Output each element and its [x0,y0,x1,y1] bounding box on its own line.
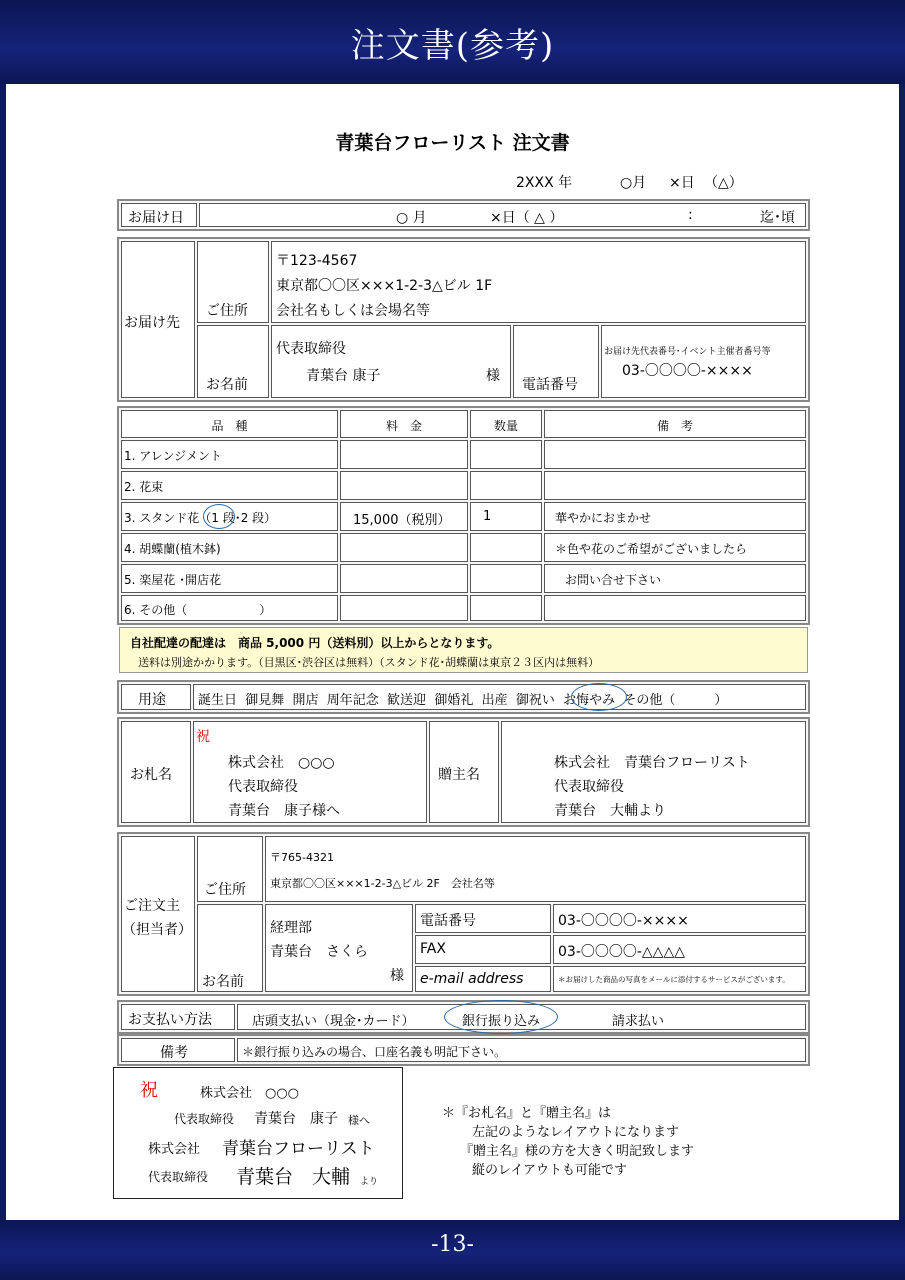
delivery-date-field[interactable] [199,203,806,227]
date-year: 2XXX 年 [516,175,573,191]
delivery-date-label: お届け日 [128,210,184,226]
recipient-label-cell [121,241,195,398]
sender-line-1: 株式会社 青葉台フローリスト [554,755,750,771]
bottom-banner [0,1220,905,1280]
recipient-phone-field[interactable] [601,325,806,398]
sample-card-line-1: 株式会社 ○○○ [200,1086,300,1101]
payment-label: お支払い方法 [128,1012,212,1028]
orderer-honorific: 様 [390,968,404,984]
item-row-6-price[interactable] [340,595,468,621]
sample-card-suffix-1: 様へ [348,1114,370,1127]
sample-card-company-name-2: 青葉台フローリスト [222,1139,375,1159]
recipient-title: 代表取締役 [276,341,346,357]
item-row-6-name: 6. その他（ ） [121,595,338,621]
item-row-2-qty[interactable] [470,471,542,500]
orderer-address-field[interactable] [265,836,806,902]
purpose-label-cell [121,684,191,710]
orderer-email-label: e-mail address [420,971,524,987]
orderer-postal: 〒765-4321 [270,851,334,864]
delivery-suffix: 迄･頃 [760,210,795,226]
form-title: 青葉台フローリスト 注文書 [335,132,570,154]
date-weekday: （△） [704,175,743,191]
delivery-colon: : [688,207,693,223]
recipient-address-field[interactable] [271,241,806,323]
item-row-3-qty[interactable]: 1 [470,502,542,531]
payment-option-bank: 銀行振り込み [462,1014,541,1029]
order-form-page [6,84,899,1220]
selected-purpose-oval [571,683,627,711]
remarks-label: 備考 [160,1045,188,1061]
orderer-block [117,832,810,996]
recipient-name-label-cell [197,325,269,398]
item-row-3-price[interactable]: 15,000（税別） [340,502,468,531]
item-row-4-note[interactable]: ＊色や花のご希望がございましたら [544,533,806,562]
sample-card-name-2: 青葉台 大輔 [236,1166,351,1188]
item-row-3-name: 3. スタンド花（1 段･2 段） [121,502,338,531]
sample-card-suffix-2: より [360,1177,379,1187]
footnote-line-3: 『贈主名』様の方を大きく明記致します [460,1144,695,1159]
recipient-label: お届け先 [124,315,180,331]
item-row-6-note[interactable] [544,595,806,621]
recipient-name: 青葉台 康子 [306,368,381,384]
delivery-date-label-cell [121,203,197,227]
delivery-day: ×日（ △ ） [490,210,564,226]
orderer-phone-label: 電話番号 [420,913,476,929]
purpose-row [117,680,810,714]
card-line-1: 株式会社 ○○○ [228,755,335,771]
recipient-name-field[interactable] [271,325,511,398]
card-line-2: 代表取締役 [228,779,298,795]
items-table [117,406,810,625]
delivery-date-row [117,199,810,231]
orderer-email-label-cell [415,966,551,992]
item-row-6-qty[interactable] [470,595,542,621]
orderer-fax-field[interactable] [553,935,806,964]
item-row-1-qty[interactable] [470,440,542,469]
item-row-1-name: 1. アレンジメント [121,440,338,469]
item-row-4-qty[interactable] [470,533,542,562]
purpose-options-text: 誕生日 御見舞 開店 周年記念 歓送迎 御婚礼 出産 御祝い お悔やみ その他（ ） [198,693,728,708]
items-header-qty: 数量 [470,410,542,438]
item-row-2-note[interactable] [544,471,806,500]
remarks-label-cell [121,1038,235,1062]
recipient-phone-label: 電話番号 [522,377,578,393]
orderer-label-cell [121,836,195,992]
recipient-phone: 03-〇〇〇〇-×××× [622,363,753,379]
orderer-phone: 03-〇〇〇〇-×××× [558,913,689,929]
orderer-email-field[interactable] [553,966,806,992]
payment-option-invoice: 請求払い [612,1014,665,1029]
delivery-notice-line2: 送料は別途かかります。（目黒区･渋谷区は無料）（スタンド花･胡蝶蘭は東京２３区内は無料） [138,656,600,669]
item-row-5-note[interactable]: お問い合せ下さい [544,564,806,593]
delivery-notice-line1: 自社配達の配達は 商品 5,000 円（送料別）以上からとなります。 [130,636,500,650]
orderer-address: 東京都〇〇区×××1-2-3△ビル 2F 会社名等 [270,877,495,890]
payment-option-store: 店頭支払い（現金･カード） [252,1014,415,1029]
payment-label-cell [121,1004,235,1030]
item-row-4-price[interactable] [340,533,468,562]
footnote-line-2: 左記のようなレイアウトになります [472,1125,679,1140]
date-day: ×日 [669,175,695,191]
items-header-type: 品 種 [121,410,338,438]
sender-label: 贈主名 [438,767,480,783]
remarks-row [117,1034,810,1066]
sample-card-title-2: 代表取締役 [148,1170,209,1184]
sample-card-title-1: 代表取締役 [174,1112,235,1126]
orderer-phone-label-cell [415,904,551,933]
remarks-field[interactable] [237,1038,806,1062]
orderer-label: ご注文主 [124,898,180,914]
recipient-address-label: ご住所 [206,303,248,319]
page-title: 注文書(参考) [350,26,555,66]
sender-name-field[interactable] [501,721,806,823]
remarks-text: ＊銀行振り込みの場合、口座名義も明記下さい。 [242,1045,507,1059]
purpose-options[interactable] [193,684,806,710]
orderer-name: 青葉台 さくら [270,944,368,960]
item-row-3-note[interactable]: 華やかにおまかせ [544,502,806,531]
sender-line-2: 代表取締役 [554,779,624,795]
recipient-address: 東京都〇〇区×××1-2-3△ビル 1F [276,278,493,294]
orderer-name-label-cell [197,904,263,992]
card-label: お札名 [130,767,172,783]
item-row-5-price[interactable] [340,564,468,593]
recipient-postal: 〒123-4567 [276,253,358,269]
items-header-note: 備 考 [544,410,806,438]
orderer-name-field[interactable] [265,904,413,992]
recipient-phone-label-cell [513,325,599,398]
delivery-month: ○ 月 [396,210,427,226]
recipient-phone-note: お届け先代表番号･イベント主催者番号等 [604,347,771,357]
recipient-block [117,237,810,402]
page-number: -13- [431,1232,474,1257]
card-line-3: 青葉台 康子様へ [228,803,340,819]
payment-row [117,1000,810,1034]
orderer-address-label: ご住所 [204,882,246,898]
item-row-2-name: 2. 花束 [121,471,338,500]
orderer-phone-field[interactable] [553,904,806,933]
card-name-field[interactable] [193,721,427,823]
item-row-2-price[interactable] [340,471,468,500]
orderer-fax-label-cell [415,935,551,964]
items-header-price: 料 金 [340,410,468,438]
sample-card-mark: 祝 [140,1080,158,1101]
card-label-cell [121,721,191,823]
recipient-company: 会社名もしくは会場名等 [276,303,430,319]
orderer-name-label: お名前 [202,974,244,990]
item-row-5-qty[interactable] [470,564,542,593]
recipient-honorific: 様 [486,368,500,384]
orderer-label-sub: （担当者） [122,922,192,938]
delivery-notice [119,627,808,673]
card-mark: 祝 [196,729,210,745]
orderer-address-label-cell [197,836,263,902]
recipient-address-label-cell [197,241,269,323]
orderer-fax-label: FAX [420,941,446,957]
item-row-1-price[interactable] [340,440,468,469]
sender-label-cell [429,721,499,823]
selected-payment-oval [444,1000,558,1034]
item-row-5-name: 5. 楽屋花 ･開店花 [121,564,338,593]
card-name-block [117,717,810,827]
top-banner [0,0,905,84]
orderer-email-note: ＊お届けした商品の写真をメールに添付するサービスがございます。 [558,975,790,984]
orderer-dept: 経理部 [270,920,312,936]
purpose-label: 用途 [138,692,166,708]
footnote-line-4: 縦のレイアウトも可能です [472,1163,627,1178]
item-row-1-note[interactable] [544,440,806,469]
selected-tier-oval [203,504,235,529]
item-row-4-name: 4. 胡蝶蘭(植木鉢) [121,533,338,562]
sample-card-name-1: 青葉台 康子 [254,1111,338,1127]
sample-card-company-2: 株式会社 [148,1142,201,1157]
date-month: ○月 [620,175,647,191]
recipient-name-label: お名前 [206,377,248,393]
footnote-line-1: ＊『お札名』と『贈主名』は [442,1106,612,1121]
sample-card [113,1067,403,1199]
orderer-fax: 03-〇〇〇〇-△△△△ [558,944,685,960]
sender-line-3: 青葉台 大輔より [554,803,666,819]
